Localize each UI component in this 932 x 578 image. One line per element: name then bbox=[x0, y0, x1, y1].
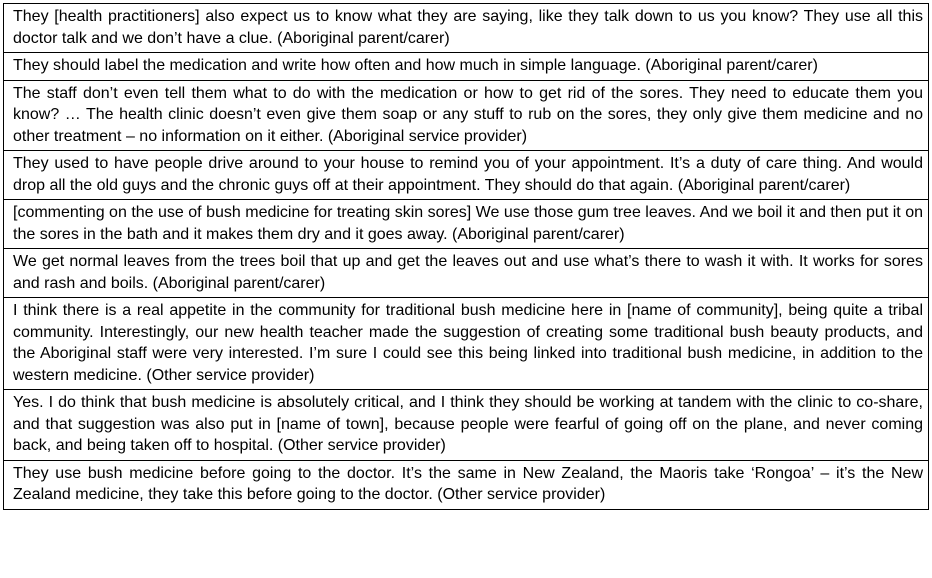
table-row bbox=[4, 200, 929, 249]
table-row bbox=[4, 4, 929, 53]
quote-cell: I think there is a real appetite in the community for traditional bush medicine here in [name of community], being quite a tribal community. Interestingly, our new health teacher made the suggestion of creating some traditional bush beauty products, and the Aboriginal staff were very interested. I’m sure I could see this being linked into traditional bush medicine, in addition to the western medicine. (Other service provider) bbox=[4, 298, 929, 390]
quote-cell: They [health practitioners] also expect us to know what they are saying, like they talk down to us you know? They use all this doctor talk and we don’t have a clue. (Aboriginal parent/carer) bbox=[4, 4, 929, 53]
table-row bbox=[4, 151, 929, 200]
table-row bbox=[4, 390, 929, 461]
table-row bbox=[4, 80, 929, 151]
table-row bbox=[4, 460, 929, 509]
table-row bbox=[4, 53, 929, 81]
table-row bbox=[4, 249, 929, 298]
quotes-table-body bbox=[4, 4, 929, 510]
quotes-table bbox=[3, 3, 929, 510]
table-row bbox=[4, 298, 929, 390]
quote-cell: They use bush medicine before going to the doctor. It’s the same in New Zealand, the Maoris take ‘Rongoa’ – it’s the New Zealand medicine, they take this before going to the doctor. (Other service provider) bbox=[4, 460, 929, 509]
quote-cell: Yes. I do think that bush medicine is absolutely critical, and I think they should be working at tandem with the clinic to co-share, and that suggestion was also put in [name of town], because people were fearful of going off on the plane, and never coming back, and being taken off to hospital. (Other service provider) bbox=[4, 390, 929, 461]
quote-cell: They used to have people drive around to your house to remind you of your appointment. It’s a duty of care thing. And would drop all the old guys and the chronic guys off at their appointment. They should do that again. (Aboriginal parent/carer) bbox=[4, 151, 929, 200]
quote-cell: [commenting on the use of bush medicine for treating skin sores] We use those gum tree leaves. And we boil it and then put it on the sores in the bath and it makes them dry and it goes away. (Aboriginal parent/carer) bbox=[4, 200, 929, 249]
quote-cell: They should label the medication and write how often and how much in simple language. (Aboriginal parent/carer) bbox=[4, 53, 929, 81]
quote-cell: We get normal leaves from the trees boil that up and get the leaves out and use what’s there to wash it with. It works for sores and rash and boils. (Aboriginal parent/carer) bbox=[4, 249, 929, 298]
quote-cell: The staff don’t even tell them what to do with the medication or how to get rid of the sores. They need to educate them you know? … The health clinic doesn’t even give them soap or any stuff to rub on the sores, they only give them medicine and no other treatment – no information on it either. (Aboriginal service provider) bbox=[4, 80, 929, 151]
